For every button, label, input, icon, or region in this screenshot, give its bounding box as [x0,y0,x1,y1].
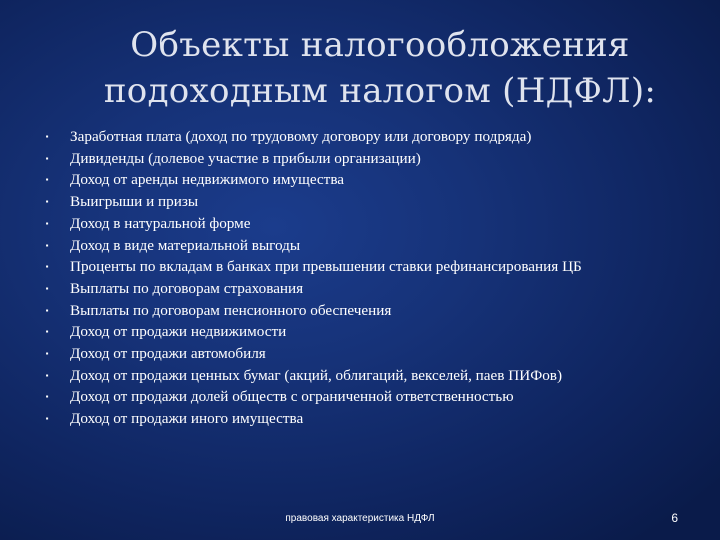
list-item-text: Доход от продажи автомобиля [70,345,266,363]
list-item [40,300,680,322]
list-item-text: Выплаты по договорам страхования [70,279,304,297]
list-item-text: Доход от продажи ценных бумаг (акций, облигаций, векселей, паев ПИФов) [70,366,563,384]
list-item [40,191,680,213]
list-item-text: Выплаты по договорам пенсионного обеспечения [70,301,392,319]
bullet-icon: ▪ [45,283,49,293]
list-item-text: Доход в виде материальной выгоды [70,236,301,254]
bullet-icon: ▪ [45,392,49,402]
list-item-text: Доход от продажи недвижимости [70,323,287,341]
bullet-icon: ▪ [45,132,49,141]
list-item [40,408,680,430]
list-item-text: Доход от продажи долей обществ с ограниченной ответственностью [70,388,514,406]
list-item [40,386,680,408]
slide-title-line-2: подоходным налогом (НДФЛ): [103,71,657,111]
list-item [40,126,680,148]
bullet-icon: ▪ [45,175,49,185]
list-item [40,256,680,278]
list-item-text: Доход от продажи иного имущества [70,410,304,428]
list-item [40,321,680,343]
slide-number: 6 [671,511,678,525]
list-item [40,365,680,387]
list-item-text: Заработная плата (доход по трудовому договору или договору подряда) [70,128,532,145]
list-item [40,213,680,235]
list-item [40,235,680,257]
list-item [40,169,680,191]
slide-title [40,22,720,114]
bullet-icon: ▪ [45,218,49,228]
list-item-text: Выигрыши и призы [70,193,199,211]
bullet-icon: ▪ [45,414,49,424]
bullet-icon: ▪ [45,262,49,272]
list-item [40,278,680,300]
bullet-icon: ▪ [45,197,49,207]
bullet-icon: ▪ [45,349,49,359]
bullet-list [40,126,680,430]
slide-title-line-1: Объекты налогообложения [130,25,630,65]
bullet-icon: ▪ [45,305,49,315]
list-item-text: Доход в натуральной форме [70,214,251,232]
bullet-icon: ▪ [45,240,49,250]
bullet-icon: ▪ [45,370,49,380]
bullet-icon: ▪ [45,153,49,163]
bullet-icon: ▪ [45,327,49,337]
list-item [40,148,680,170]
slide-footer: правовая характеристика НДФЛ [285,513,435,524]
list-item-text: Доход от аренды недвижимого имущества [70,171,345,189]
list-item-text: Дивиденды (долевое участие в прибыли организации) [70,149,421,167]
list-item-text: Проценты по вкладам в банках при превышении ставки рефинансирования ЦБ [70,258,582,276]
list-item [40,343,680,365]
